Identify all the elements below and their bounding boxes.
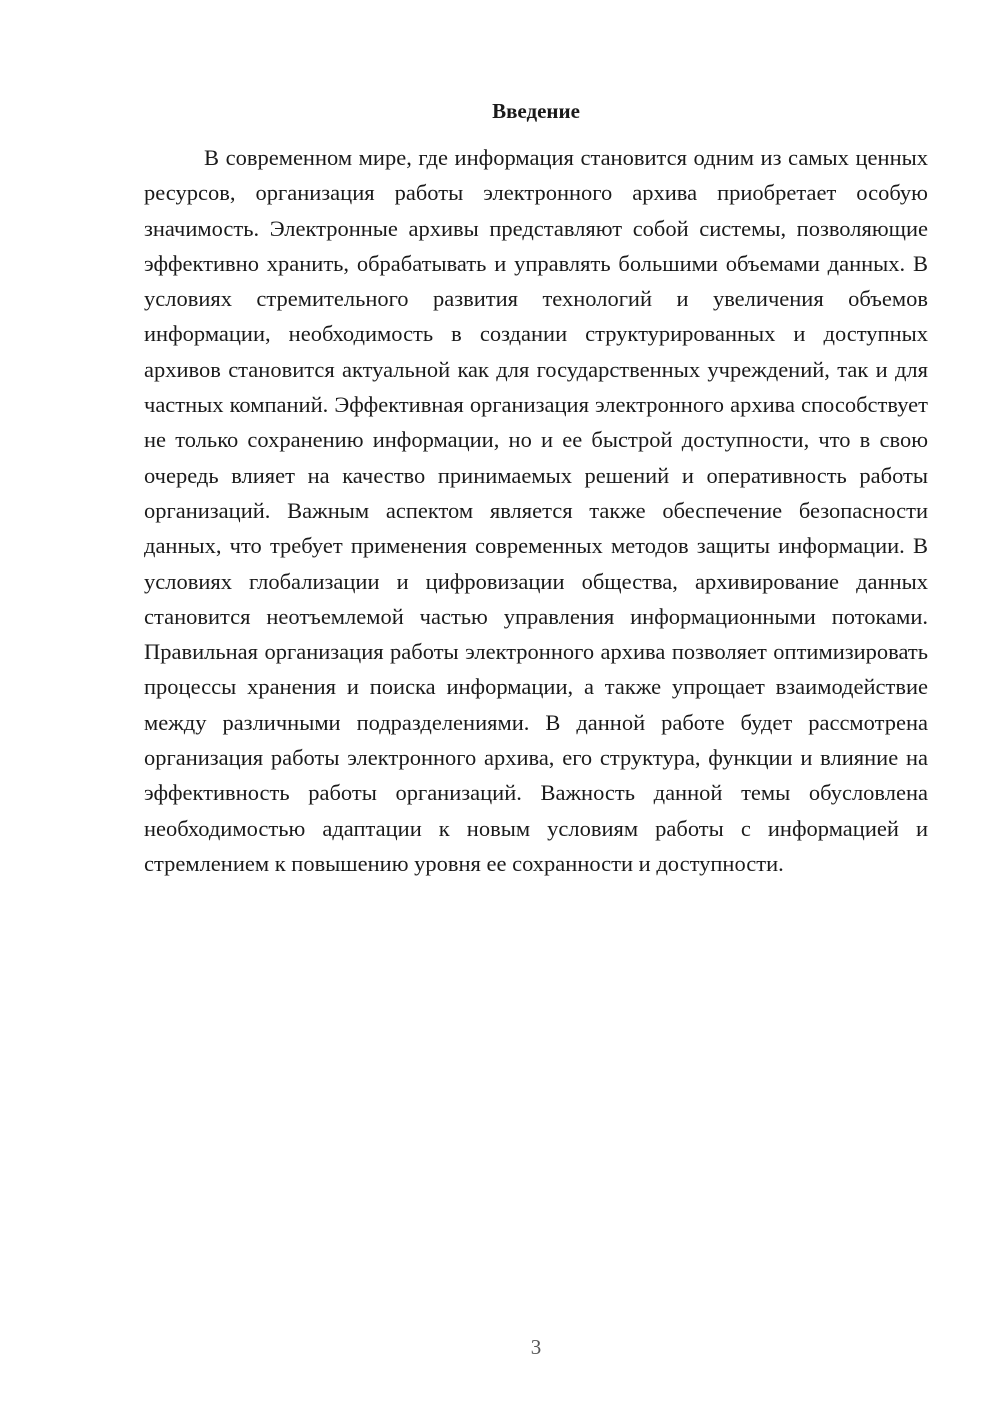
page-number: 3 bbox=[530, 1335, 542, 1359]
section-heading: Введение bbox=[492, 99, 580, 123]
body-paragraph: В современном мире, где информация становится одним из самых ценных ресурсов, организация работы электронного архива приобретает особую значимость. Электронные архивы представляют собой системы, позволяющие эффективно хранить, обрабатывать и управлять большими объемами данных. В условиях стремительного развития технологий и увеличения объемов информации, необходимость в создании структурированных и доступных архивов становится актуальной как для государственных учреждений, так и для частных компаний. Эффективная организация электронного архива способствует не только сохранению информации, но и ее быстрой доступности, что в свою очередь влияет на качество принимаемых решений и оперативность работы организаций. Важным аспектом является также обеспечение безопасности данных, что требует применения современных методов защиты информации. В условиях глобализации и цифровизации общества, архивирование данных становится неотъемлемой частью управления информационными потоками. Правильная организация работы электронного архива позволяет оптимизировать процессы хранения и поиска информации, а также упрощает взаимодействие между различными подразделениями. В данной работе будет рассмотрена организация работы электронного архива, его структура, функции и влияние на эффективность работы организаций. Важность данной темы обусловлена необходимостью адаптации к новым условиям работы с информацией и стремлением к повышению уровня ее сохранности и доступности. bbox=[144, 145, 928, 876]
